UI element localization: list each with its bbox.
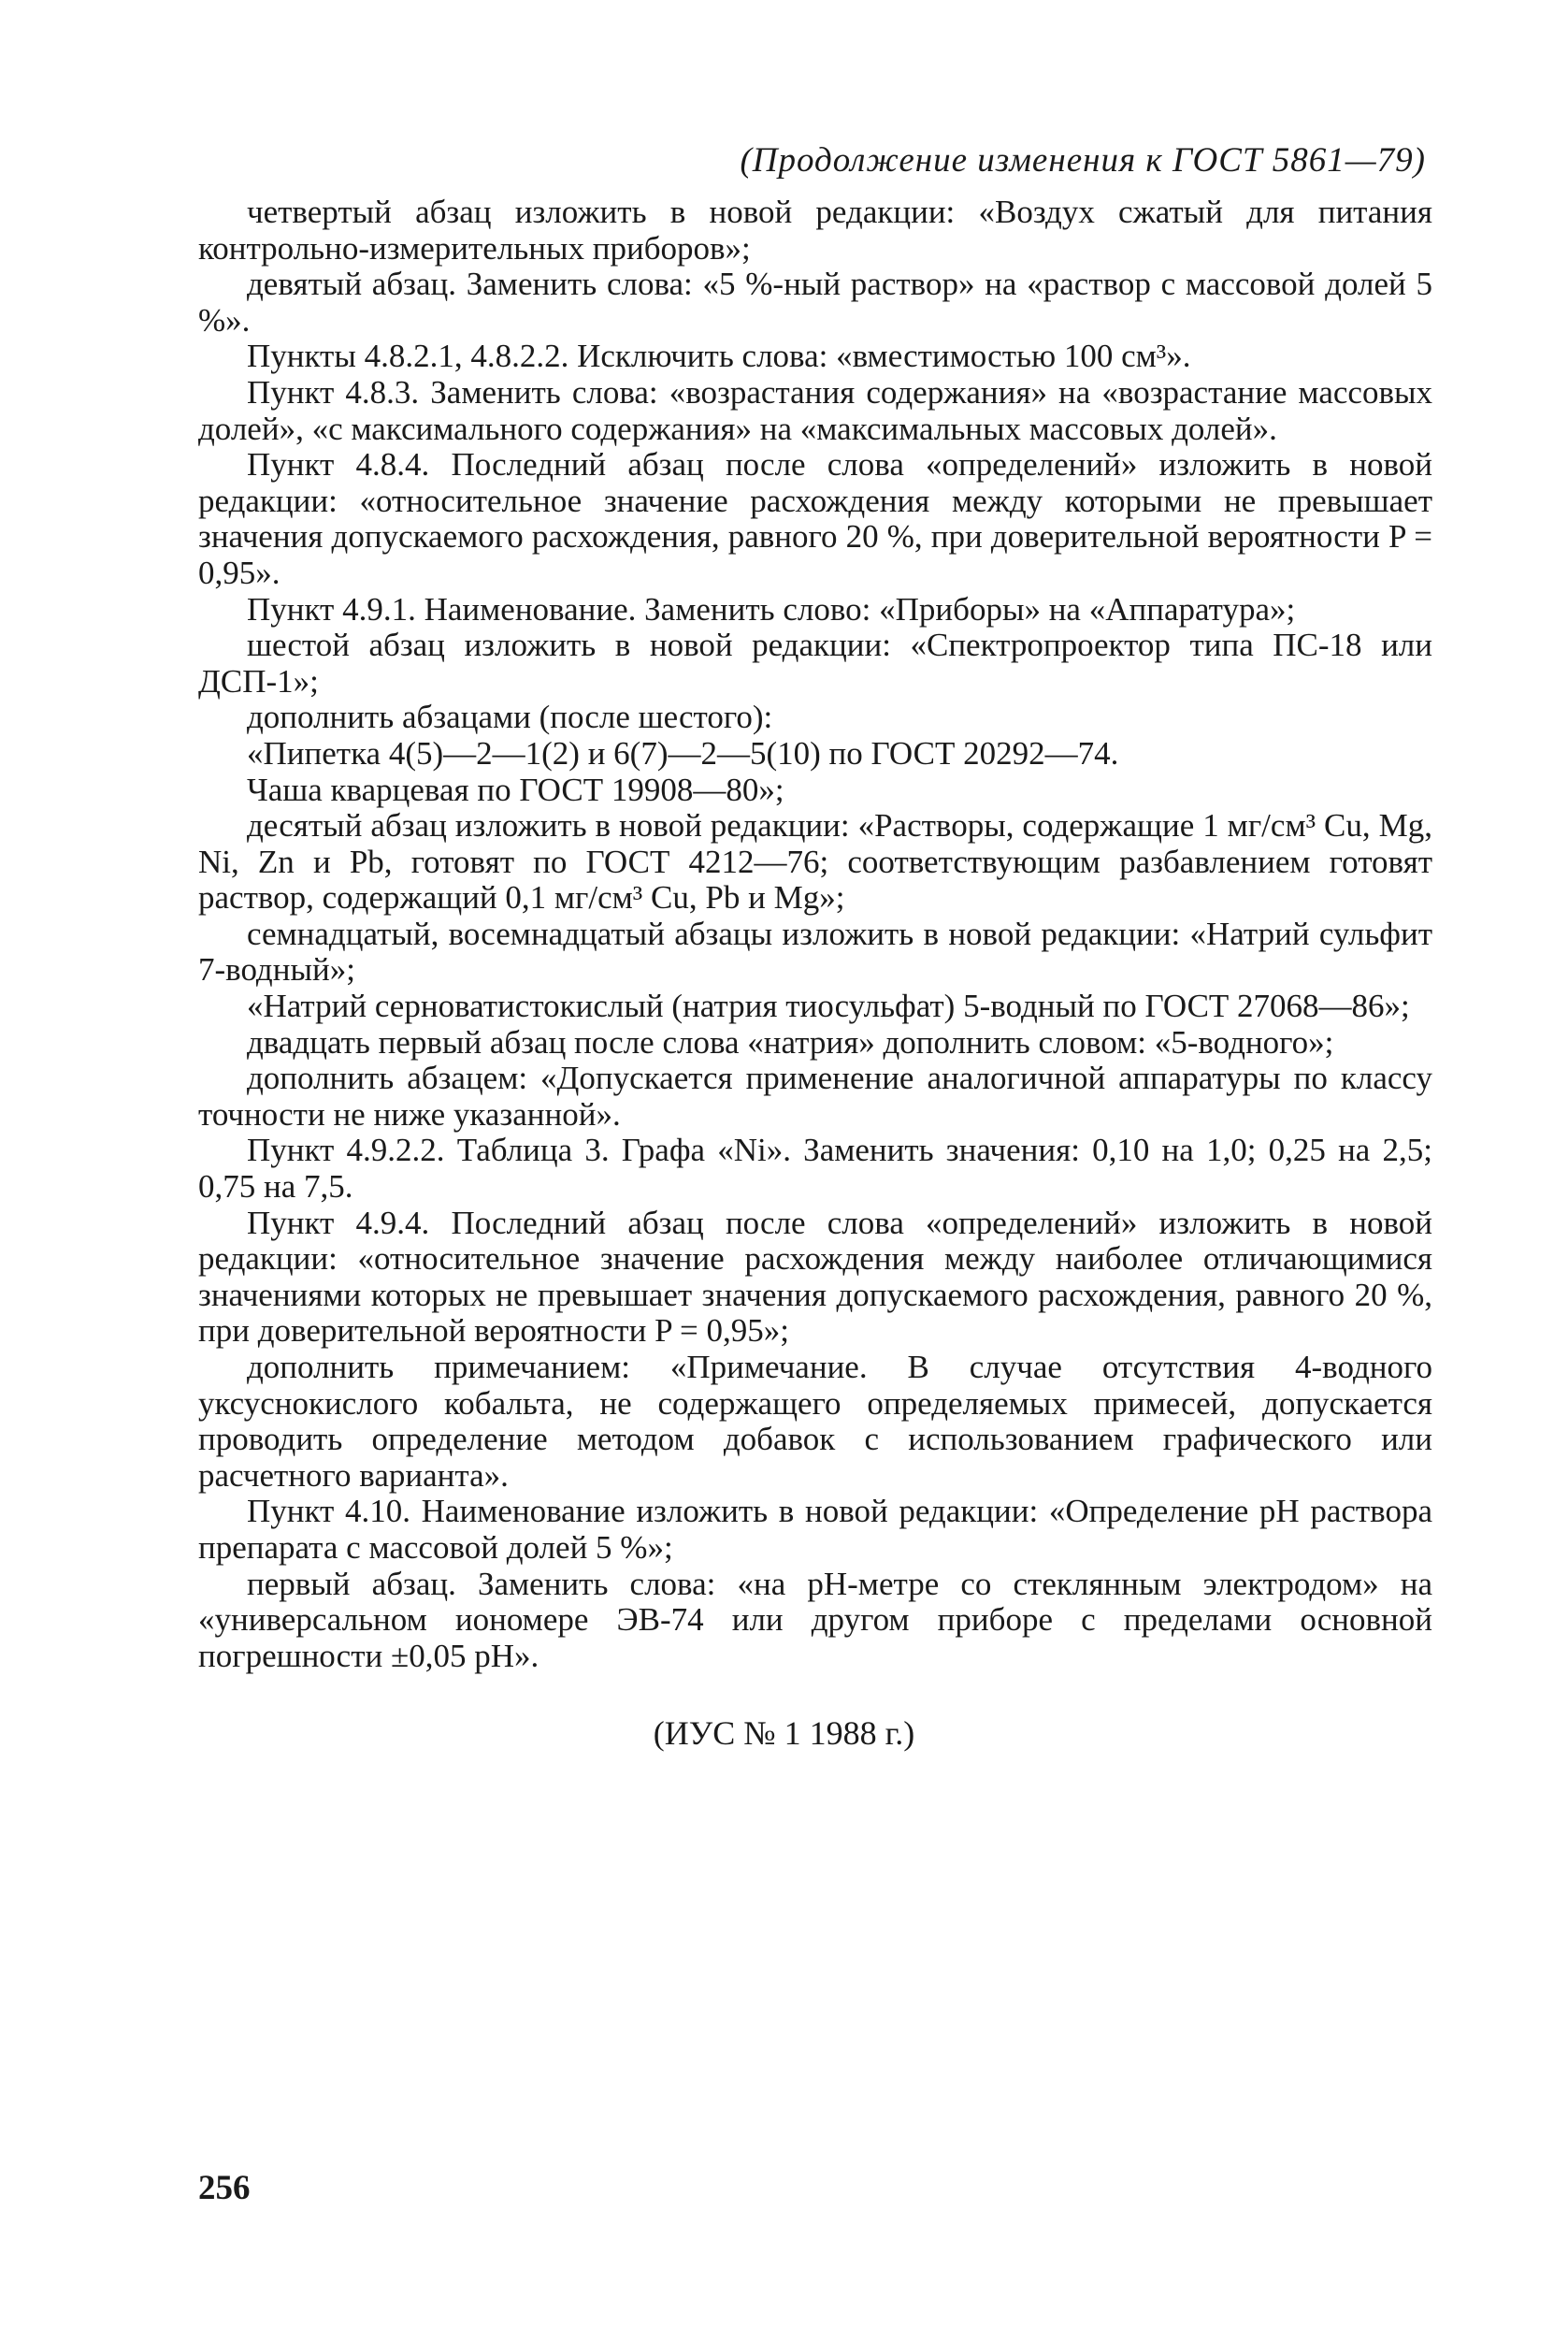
source-note: (ИУС № 1 1988 г.)	[653, 1714, 915, 1752]
paragraph: четвертый абзац изложить в новой редакции: «Воздух сжатый для питания контрольно-измерительных приборов»;	[198, 194, 1432, 267]
paragraph: шестой абзац изложить в новой редакции: «Спектропроектор типа ПС-18 или ДСП-1»;	[198, 627, 1432, 700]
paragraph: Пункт 4.9.4. Последний абзац после слова «определений» изложить в новой редакции: «относительное значение расхождения между наиболее отличающимися значениями которых не превышает значения допускаемого расхождения, равного 20 %, при доверительной вероятности P = 0,95»;	[198, 1204, 1432, 1350]
paragraph: Пункт 4.9.1. Наименование. Заменить слово: «Приборы» на «Аппаратура»;	[247, 590, 1296, 628]
paragraph: Чаша кварцевая по ГОСТ 19908—80»;	[247, 771, 784, 808]
paragraph: первый абзац. Заменить слова: «на pH-метре со стеклянным электродом» на «универсальном иономере ЭВ-74 или другом приборе с пределами основной погрешности ±0,05 pH».	[198, 1565, 1432, 1674]
paragraph: семнадцатый, восемнадцатый абзацы изложить в новой редакции: «Натрий сульфит 7-водный»;	[198, 915, 1432, 989]
paragraph: Пункт 4.8.3. Заменить слова: «возрастания содержания» на «возрастание массовых долей», «с максимального содержания» на «максимальных массовых долей».	[198, 373, 1432, 447]
paragraph: Пункт 4.8.4. Последний абзац после слова «определений» изложить в новой редакции: «относительное значение расхождения между которыми не превышает значения допускаемого расхождения, равного 20 %, при доверительной вероятности P = 0,95».	[198, 446, 1432, 591]
paragraph: Пункт 4.10. Наименование изложить в новой редакции: «Определение pH раствора препарата с массовой долей 5 %»;	[198, 1493, 1432, 1566]
paragraph: Пункты 4.8.2.1, 4.8.2.2. Исключить слова: «вместимостью 100 см³».	[247, 338, 1191, 375]
running-head: (Продолжение изменения к ГОСТ 5861—79)	[740, 141, 1426, 180]
paragraph: девятый абзац. Заменить слова: «5 %-ный раствор» на «раствор с массовой долей 5 %».	[198, 266, 1432, 339]
page-number: 256	[198, 2169, 251, 2207]
paragraph: «Пипетка 4(5)—2—1(2) и 6(7)—2—5(10) по ГОСТ 20292—74.	[247, 734, 1119, 772]
body-text	[198, 195, 1432, 1674]
paragraph: «Натрий серноватистокислый (натрия тиосульфат) 5-водный по ГОСТ 27068—86»;	[247, 988, 1410, 1025]
paragraph: дополнить примечанием: «Примечание. В случае отсутствия 4-водного уксуснокислого кобальта, не содержащего определяемых примесей, допускается проводить определение методом добавок с использованием графического или расчетного варианта».	[198, 1349, 1432, 1494]
paragraph: дополнить абзацами (после шестого):	[247, 699, 773, 736]
paragraph: двадцать первый абзац после слова «натрия» дополнить словом: «5-водного»;	[247, 1023, 1334, 1061]
paragraph: Пункт 4.9.2.2. Таблица 3. Графа «Ni». Заменить значения: 0,10 на 1,0; 0,25 на 2,5; 0,75 на 7,5.	[198, 1132, 1432, 1206]
paragraph: десятый абзац изложить в новой редакции: «Растворы, содержащие 1 мг/см³ Cu, Mg, Ni, Zn и Pb, готовят по ГОСТ 4212—76; соответствующим разбавлением готовят раствор, содержащий 0,1 мг/см³ Cu, Pb и Mg»;	[198, 807, 1432, 917]
paragraph: дополнить абзацем: «Допускается применение аналогичной аппаратуры по классу точности не ниже указанной».	[198, 1060, 1432, 1133]
